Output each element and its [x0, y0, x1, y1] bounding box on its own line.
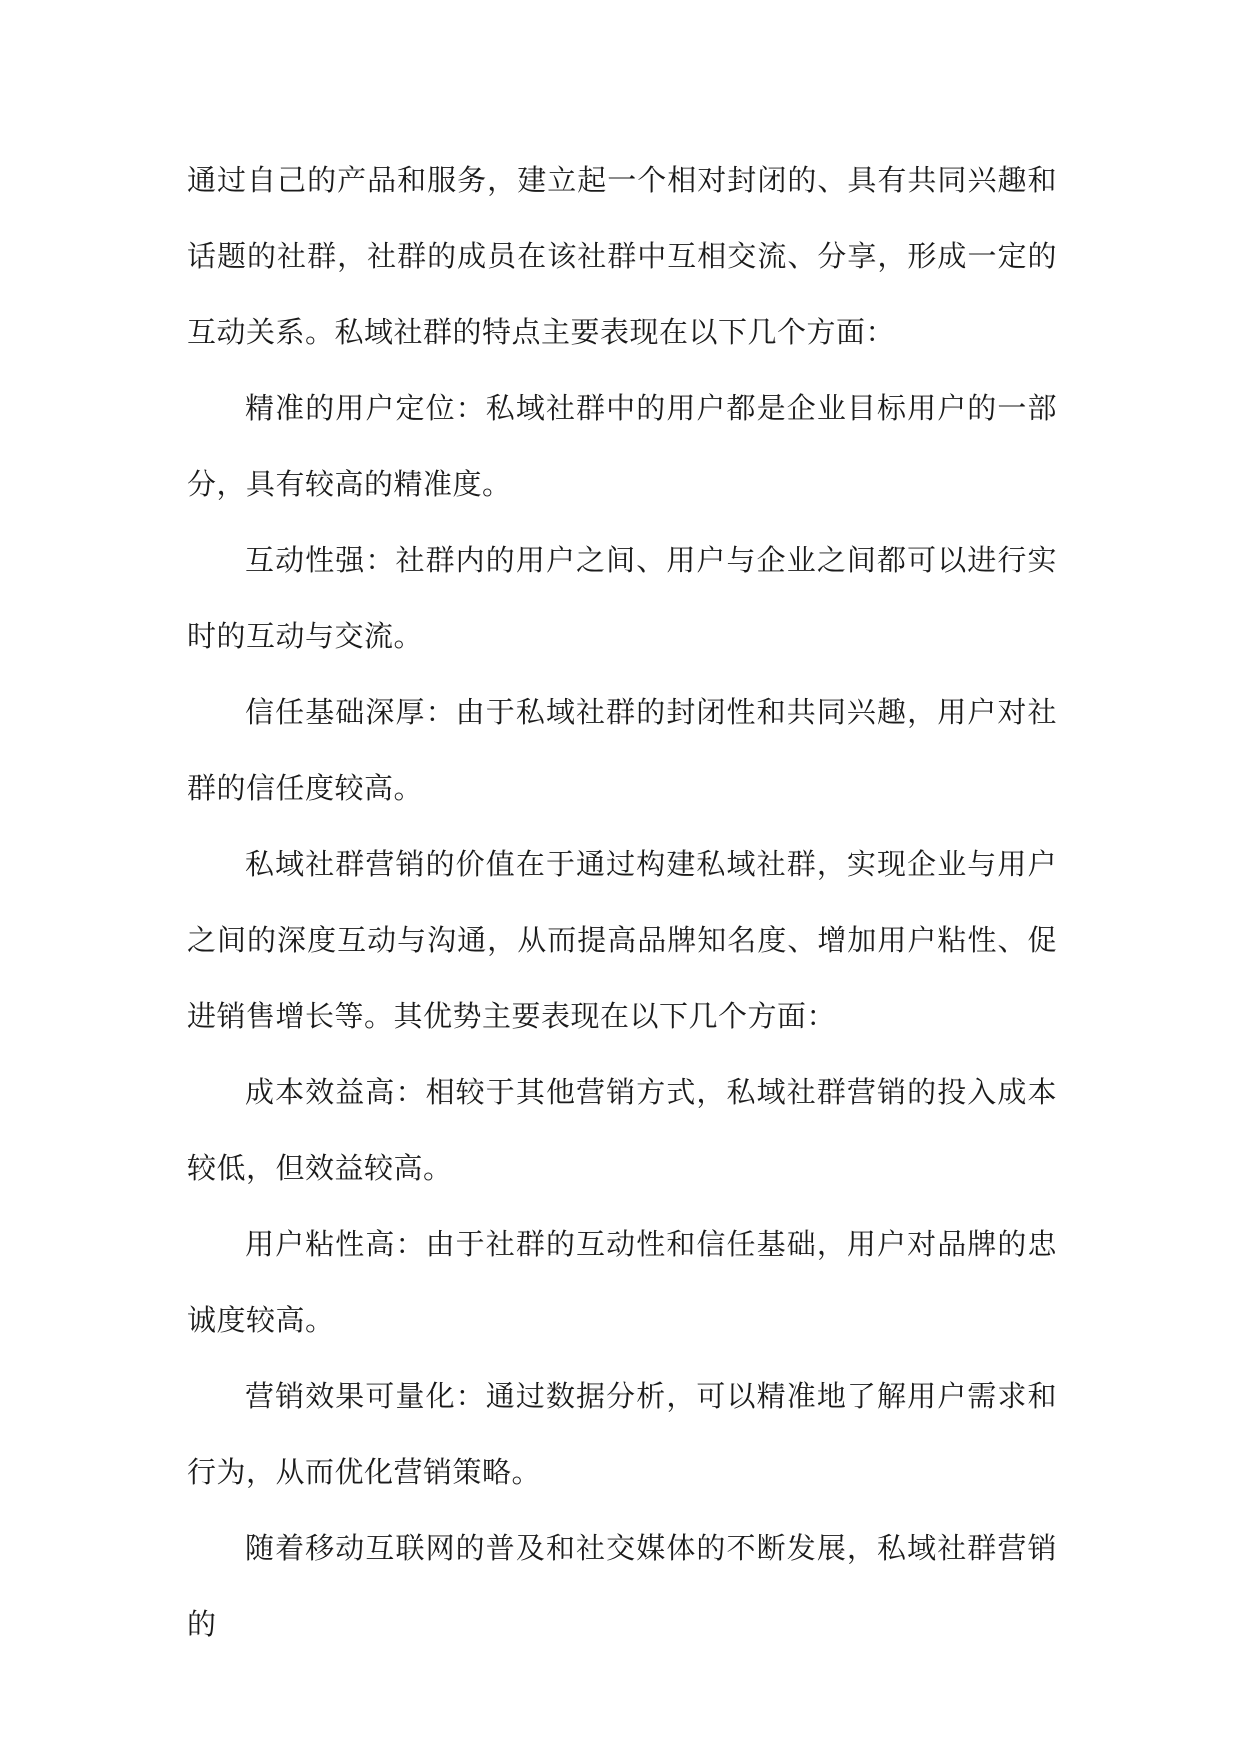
paragraph: 通过自己的产品和服务，建立起一个相对封闭的、具有共同兴趣和话题的社群，社群的成员在该社群中互相交流、分享，形成一定的互动关系。私域社群的特点主要表现在以下几个方面：	[187, 163, 1057, 349]
paragraph: 用户粘性高：由于社群的互动性和信任基础，用户对品牌的忠诚度较高。	[187, 1227, 1057, 1337]
paragraph: 精准的用户定位：私域社群中的用户都是企业目标用户的一部分，具有较高的精准度。	[187, 391, 1057, 501]
paragraph: 信任基础深厚：由于私域社群的封闭性和共同兴趣，用户对社群的信任度较高。	[187, 695, 1057, 805]
paragraph: 私域社群营销的价值在于通过构建私域社群，实现企业与用户之间的深度互动与沟通，从而提高品牌知名度、增加用户粘性、促进销售增长等。其优势主要表现在以下几个方面：	[187, 847, 1057, 1033]
paragraph: 营销效果可量化：通过数据分析，可以精准地了解用户需求和行为，从而优化营销策略。	[187, 1379, 1057, 1489]
body-text	[187, 142, 1057, 1662]
paragraph: 随着移动互联网的普及和社交媒体的不断发展，私域社群营销的	[187, 1531, 1057, 1641]
paragraph: 互动性强：社群内的用户之间、用户与企业之间都可以进行实时的互动与交流。	[187, 543, 1057, 653]
paragraph: 成本效益高：相较于其他营销方式，私域社群营销的投入成本较低，但效益较高。	[187, 1075, 1057, 1185]
